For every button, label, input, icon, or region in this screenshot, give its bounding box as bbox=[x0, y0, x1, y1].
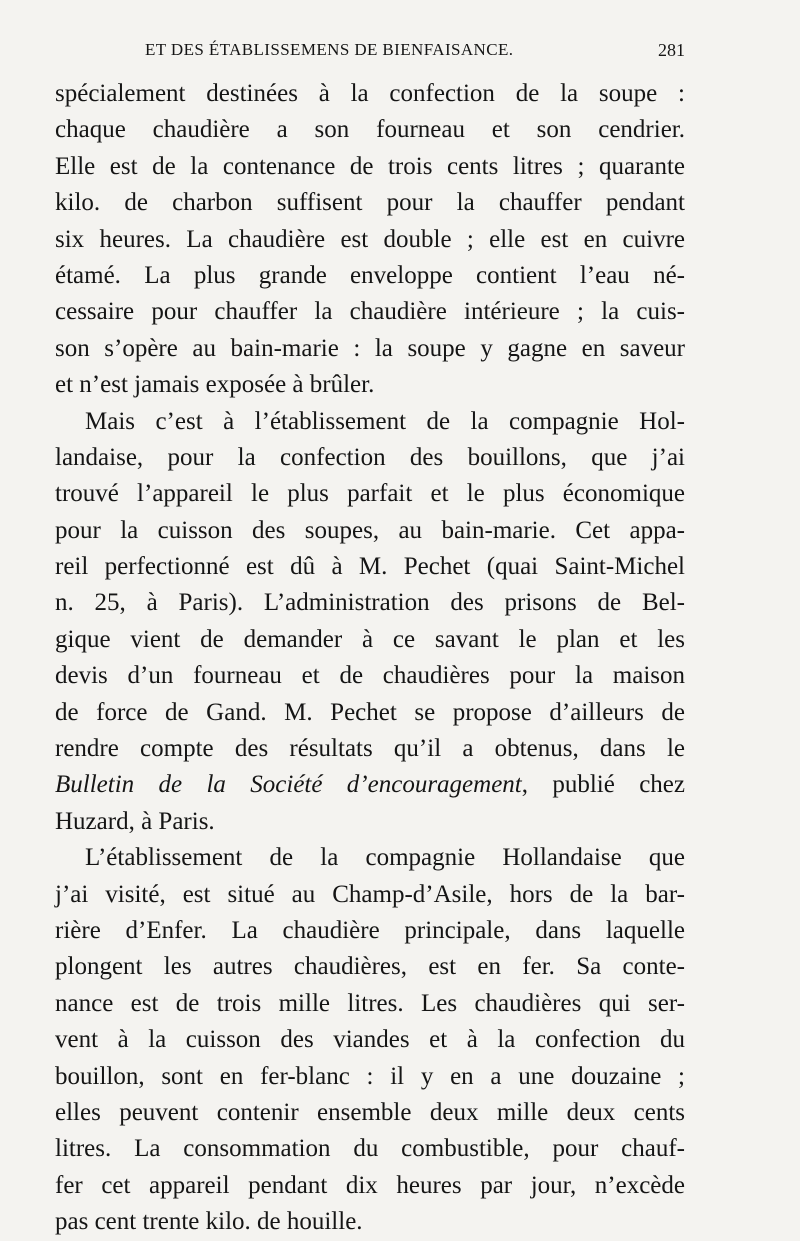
text-line: landaise, pour la confection des bouillons, que j’ai bbox=[55, 443, 685, 471]
text-line: et n’est jamais exposée à brûler. bbox=[55, 371, 375, 399]
text-line: Mais c’est à l’établissement de la compagnie Hol- bbox=[85, 407, 685, 435]
text-line: gique vient de demander à ce savant le plan et les bbox=[55, 625, 685, 653]
running-head: ET DES ÉTABLISSEMENS DE BIENFAISANCE. bbox=[145, 40, 514, 59]
text-fragment: , publié chez bbox=[521, 771, 685, 799]
text-line: elles peuvent contenir ensemble deux mille deux cents bbox=[55, 1098, 685, 1126]
text-line: rière d’Enfer. La chaudière principale, dans laquelle bbox=[55, 916, 685, 944]
text-line: cessaire pour chauffer la chaudière intérieure ; la cuis- bbox=[55, 298, 685, 326]
text-line: devis d’un fourneau et de chaudières pour la maison bbox=[55, 662, 685, 690]
text-line: L’établissement de la compagnie Hollandaise que bbox=[85, 844, 685, 872]
text-line: six heures. La chaudière est double ; elle est en cuivre bbox=[55, 225, 685, 253]
text-line: son s’opère au bain-marie : la soupe y gagne en saveur bbox=[55, 334, 685, 362]
text-line: chaque chaudière a son fourneau et son cendrier. bbox=[55, 116, 685, 144]
text-line: trouvé l’appareil le plus parfait et le plus économique bbox=[55, 480, 685, 508]
body-text bbox=[55, 76, 685, 1241]
text-line: vent à la cuisson des viandes et à la confection du bbox=[55, 1026, 685, 1054]
page-header bbox=[145, 40, 685, 64]
text-line: étamé. La plus grande enveloppe contient l’eau né- bbox=[55, 261, 685, 289]
text-line: fer cet appareil pendant dix heures par jour, n’excède bbox=[55, 1171, 685, 1199]
paragraph bbox=[55, 840, 685, 1240]
text-line: spécialement destinées à la confection de la soupe : bbox=[55, 80, 685, 107]
paragraph bbox=[55, 76, 685, 404]
text-line: Elle est de la contenance de trois cents litres ; quarante bbox=[55, 152, 685, 180]
text-line: pour la cuisson des soupes, au bain-marie. Cet appa- bbox=[55, 516, 685, 544]
text-line: Huzard, à Paris. bbox=[55, 807, 215, 835]
text-line: bouillon, sont en fer-blanc : il y en a une douzaine ; bbox=[55, 1062, 685, 1090]
text-line bbox=[55, 767, 685, 803]
text-line: litres. La consommation du combustible, pour chauf- bbox=[55, 1135, 685, 1163]
text-line: j’ai visité, est situé au Champ-d’Asile, hors de la bar- bbox=[55, 880, 685, 908]
text-line: n. 25, à Paris). L’administration des prisons de Bel- bbox=[55, 589, 685, 617]
journal-title: Bulletin de la Société d’encouragement bbox=[55, 771, 522, 799]
text-line: rendre compte des résultats qu’il a obtenus, dans le bbox=[55, 735, 685, 763]
page-number: 281 bbox=[658, 40, 685, 60]
text-line: kilo. de charbon suffisent pour la chauffer pendant bbox=[55, 189, 685, 217]
paragraph bbox=[55, 404, 685, 841]
text-line: plongent les autres chaudières, est en fer. Sa conte- bbox=[55, 953, 685, 981]
text-line: reil perfectionné est dû à M. Pechet (quai Saint-Michel bbox=[55, 553, 685, 581]
text-line: pas cent trente kilo. de houille. bbox=[55, 1208, 363, 1236]
text-line: nance est de trois mille litres. Les chaudières qui ser- bbox=[55, 989, 685, 1017]
text-line: de force de Gand. M. Pechet se propose d’ailleurs de bbox=[55, 698, 685, 726]
